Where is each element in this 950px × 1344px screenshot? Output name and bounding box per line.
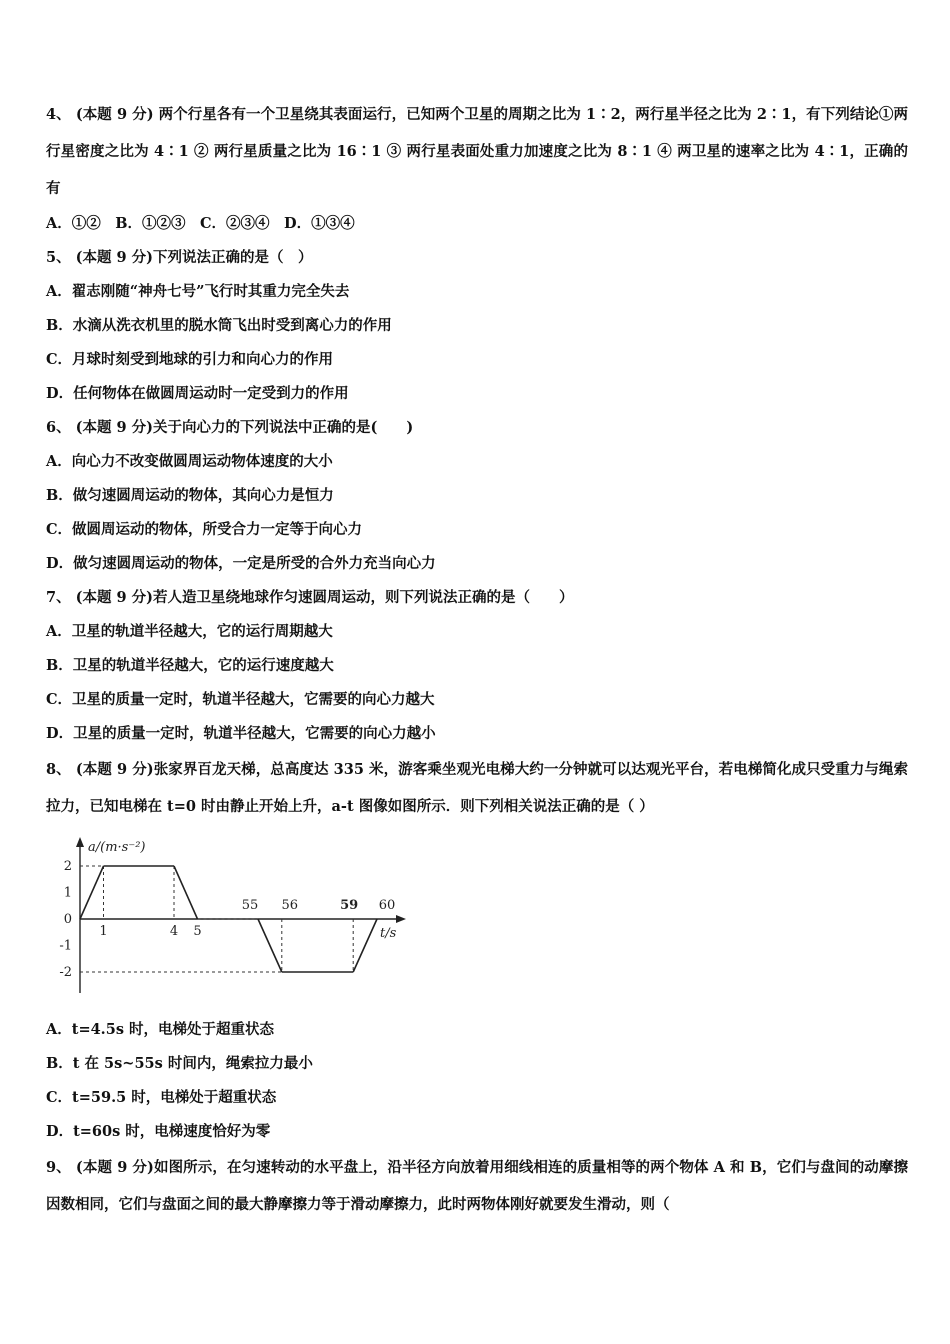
x-tick-label: 59 <box>340 898 359 913</box>
y-tick-label: 2 <box>63 859 72 874</box>
question-7-option-a: A．卫星的轨道半径越大，它的运行周期越大 <box>46 623 333 640</box>
question-7-option-b: B．卫星的轨道半径越大，它的运行速度越大 <box>46 657 334 674</box>
question-8-option-b: B．t 在 5s~55s 时间内，绳索拉力最小 <box>46 1055 313 1072</box>
question-8-option-d: D．t=60s 时，电梯速度恰好为零 <box>46 1123 271 1140</box>
question-6-stem: 6、 (本题 9 分)关于向心力的下列说法中正确的是( ) <box>46 419 414 436</box>
question-5-stem: 5、 (本题 9 分)下列说法正确的是（ ） <box>46 249 313 266</box>
x-tick-label: 55 <box>241 898 259 913</box>
question-7-option-c: C．卫星的质量一定时，轨道半径越大，它需要的向心力越大 <box>46 691 435 708</box>
x-tick-label: 1 <box>99 924 108 939</box>
x-axis-arrow <box>396 915 406 923</box>
question-5-option-a: A．翟志刚随“神舟七号”飞行时其重力完全失去 <box>46 283 350 300</box>
series-segment <box>80 866 104 919</box>
series-segment <box>353 919 377 972</box>
at-graph <box>46 833 908 1005</box>
question-8-text: 8、 (本题 9 分)张家界百龙天梯，总高度达 335 米，游客乘坐观光电梯大约一分钟就可以达观光平台，若电梯简化成只受重力与绳索拉力，已知电梯在 t=0 时由静止开始上升，a-t 图像如图所示．则下列相关说法正确的是（ ） <box>46 761 908 815</box>
question-6-option-a: A．向心力不改变做圆周运动物体速度的大小 <box>46 453 333 470</box>
question-5-option-c: C．月球时刻受到地球的引力和向心力的作用 <box>46 351 334 368</box>
question-7-stem: 7、 (本题 9 分)若人造卫星绕地球作匀速圆周运动，则下列说法正确的是（ ） <box>46 589 574 606</box>
y-axis-label: a/(m·s⁻²) <box>88 840 146 855</box>
x-axis-label: t/s <box>380 926 397 941</box>
y-tick-label: -2 <box>59 965 72 980</box>
question-6-option-b: B．做匀速圆周运动的物体，其向心力是恒力 <box>46 487 334 504</box>
x-tick-label: 56 <box>281 898 299 913</box>
question-6-option-d: D．做匀速圆周运动的物体，一定是所受的合外力充当向心力 <box>46 555 436 572</box>
question-4-options: A．①② B．①②③ C．②③④ D．①③④ <box>46 215 355 232</box>
x-tick-label: 4 <box>169 924 179 939</box>
question-4-text: 4、 (本题 9 分) 两个行星各有一个卫星绕其表面运行，已知两个卫星的周期之比为 1∶2，两行星半径之比为 2∶1，有下列结论①两行星密度之比为 4∶1 ② 两行星质量之比为 16∶1 ③ 两行星表面处重力加速度之比为 8∶1 ④ 两卫星的速率之比为 4∶1，正确的有 <box>46 106 908 197</box>
exam-page <box>46 96 908 1223</box>
series-segment <box>258 919 282 972</box>
series-segment <box>174 866 198 919</box>
y-tick-label: -1 <box>59 938 72 954</box>
x-tick-label: 60 <box>378 898 396 913</box>
y-tick-label: 1 <box>63 885 72 901</box>
question-8-option-c: C．t=59.5 时，电梯处于超重状态 <box>46 1089 277 1106</box>
x-tick-label: 5 <box>193 924 202 939</box>
question-6-option-c: C．做圆周运动的物体，所受合力一定等于向心力 <box>46 521 363 538</box>
at-graph-svg <box>46 833 466 1005</box>
question-9-text: 9、 (本题 9 分)如图所示，在匀速转动的水平盘上，沿半径方向放着用细线相连的质量相等的两个物体 A 和 B，它们与盘间的动摩擦因数相同，它们与盘面之间的最大静摩擦力等于滑动摩擦力，此时两物体刚好就要发生滑动，则（ <box>46 1159 908 1213</box>
y-axis-arrow <box>76 837 84 847</box>
question-8-option-a: A．t=4.5s 时，电梯处于超重状态 <box>46 1021 275 1038</box>
question-5-option-b: B．水滴从洗衣机里的脱水筒飞出时受到离心力的作用 <box>46 317 392 334</box>
question-5-option-d: D．任何物体在做圆周运动时一定受到力的作用 <box>46 385 349 402</box>
question-7-option-d: D．卫星的质量一定时，轨道半径越大，它需要的向心力越小 <box>46 725 436 742</box>
y-tick-label: 0 <box>63 912 72 927</box>
